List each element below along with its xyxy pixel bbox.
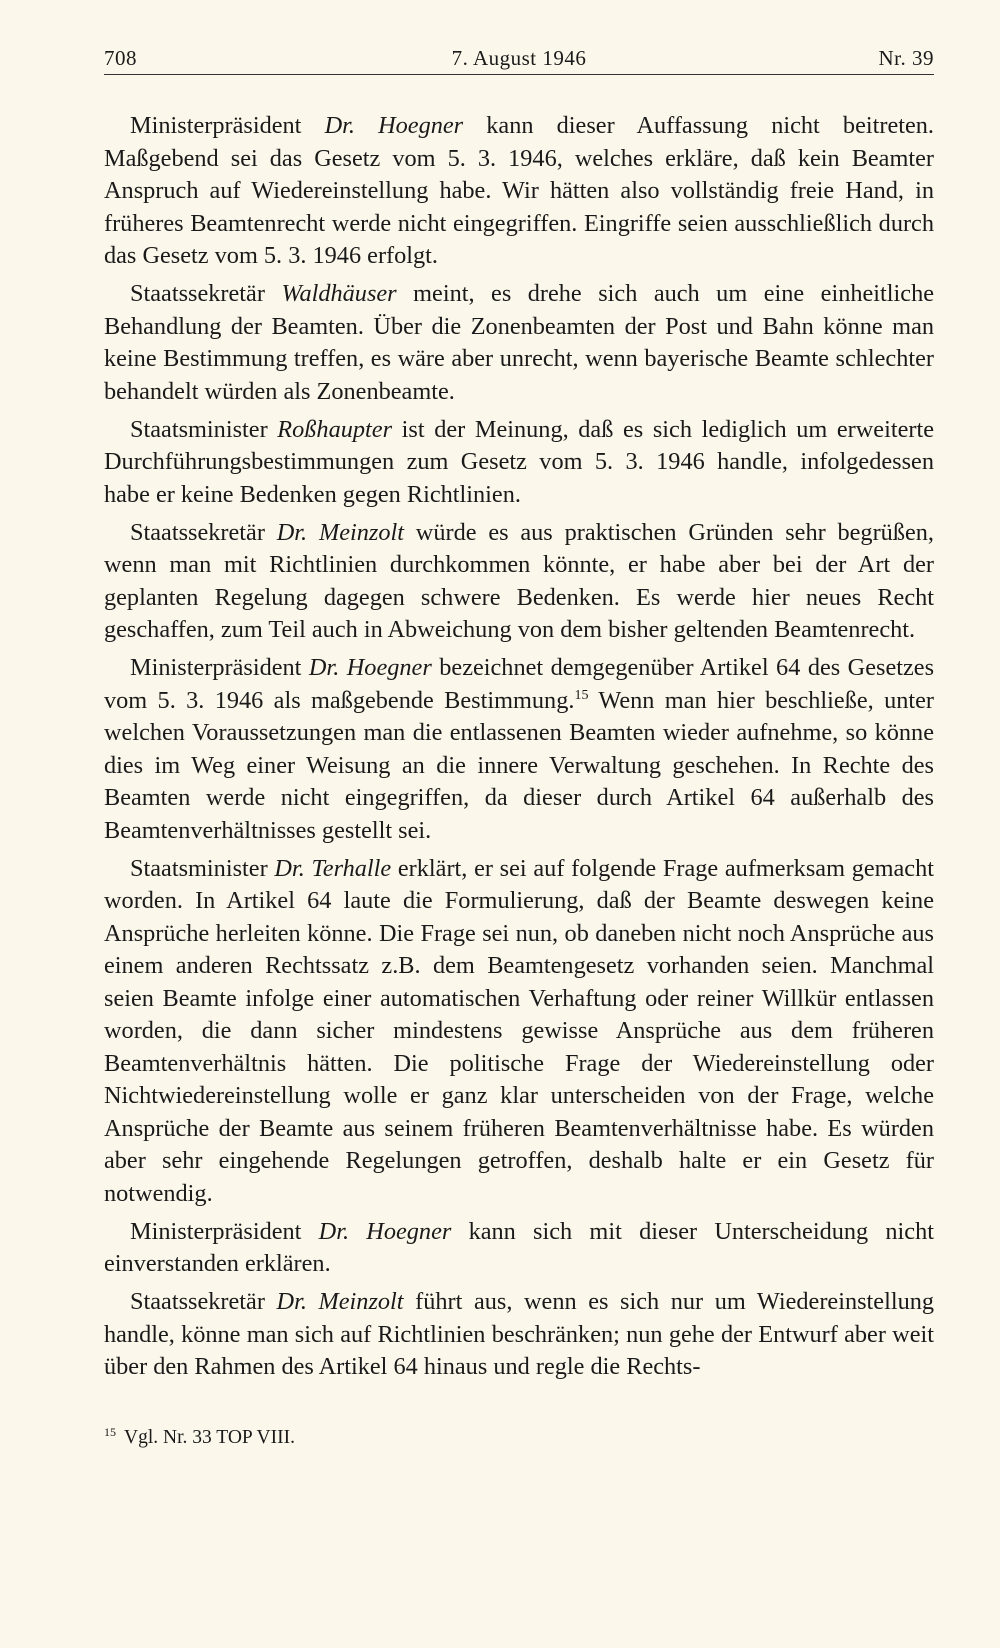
speaker-title: Dr.: [324, 112, 355, 139]
speaker-role: Staatsminister: [130, 415, 268, 443]
paragraph-text: würde es aus praktischen Gründen sehr begrüßen, wenn man mit Richtlinien durchkommen könnte, er habe aber bei der Art der geplanten Regelung dagegen schwere Bedenken. Es werde hier neues Recht geschaffen, zum Teil auch in Abweichung von dem bisher geltenden Beamtenrecht.: [104, 518, 934, 643]
speaker-role: Staatssekretär: [130, 518, 265, 546]
header-rule: [104, 74, 934, 75]
speaker-name: Hoegner: [378, 112, 464, 139]
speaker-title: Dr.: [276, 1288, 307, 1315]
speaker-role: Staatssekretär: [130, 280, 265, 307]
speaker-name: Meinzolt: [318, 518, 404, 546]
paragraph-text: Wenn man hier beschließe, unter welchen Voraussetzungen man die entlassenen Beamten wieder aufnehme, so könne dies im Weg einer Weisung an die innere Verwaltung geschehen. In Rechte des Beamten werde nicht eingegriffen, da dieser durch Artikel 64 außerhalb des Beamtenverhältnisses gestellt sei.: [104, 686, 935, 844]
paragraph-text: kann sich mit dieser Unterscheidung nicht einverstanden erklären.: [104, 1217, 934, 1277]
speaker-name: Terhalle: [311, 854, 392, 882]
paragraph-text: bezeichnet demgegenüber Artikel 64 des Gesetzes vom 5. 3. 1946 als maßgebende Bestimmung.: [104, 654, 935, 714]
speaker-role: Staatsminister: [130, 854, 268, 882]
paragraph-text: kann dieser Auffassung nicht beitreten. Maßgebend sei das Gesetz vom 5. 3. 1946, welches erkläre, daß kein Beamter Anspruch auf Wiedereinstellung habe. Wir hätten also vollständig freie Hand, in früheres Beamtenrecht werde nicht eingegriffen. Eingriffe seien ausschließlich durch das Gesetz vom 5. 3. 1946 erfolgt.: [104, 112, 935, 269]
running-header: [104, 42, 934, 78]
paragraph: [104, 652, 934, 847]
paragraph-text: erklärt, er sei auf folgende Frage aufmerksam gemacht worden. In Artikel 64 laute die Formulierung, daß der Beamte deswegen keine Ansprüche herleiten könne. Die Frage sei nun, ob daneben nicht noch Ansprüche aus einem anderen Rechtssatz z.B. dem Beamtengesetz vorhanden seien. Manchmal seien Beamte infolge einer automatischen Verhaftung oder reiner Willkür entlassen worden, die dann sicher mindestens gewisse Ansprüche aus dem früheren Beamtenverhältnis hätten. Die politische Frage der Wiedereinstellung oder Nichtwiedereinstellung wolle er ganz klar unterscheiden von der Frage, welche Ansprüche der Beamte aus seinem früheren Beamtenverhältnisse habe. Es würden aber sehr eingehende Regelungen getroffen, deshalb halte er ein Gesetz für notwendig.: [104, 854, 934, 1207]
issue-number: Nr. 39: [878, 46, 934, 70]
speaker-name: Hoegner: [346, 654, 432, 681]
speaker-title: Dr.: [274, 854, 305, 882]
paragraph: [104, 278, 934, 408]
footnotes: [104, 1425, 934, 1451]
footnote-ref[interactable]: 15: [574, 687, 589, 703]
paragraph-text: meint, es drehe sich auch um eine einheitliche Behandlung der Beamten. Über die Zonenbeamten der Post und Bahn könne man keine Bestimmung treffen, es wäre aber unrecht, wenn bayerische Beamte schlechter behandelt würden als Zonenbeamte.: [104, 280, 935, 405]
header-date: 7. August 1946: [451, 46, 587, 70]
speaker-name: Hoegner: [366, 1217, 452, 1245]
footnote: [104, 1425, 934, 1451]
speaker-title: Dr.: [308, 654, 340, 681]
speaker-name: Waldhäuser: [281, 280, 397, 307]
paragraph: [104, 414, 934, 512]
speaker-name: Roßhaupter: [277, 415, 393, 443]
footnote-number: 15: [104, 1425, 116, 1439]
page-number: 708: [104, 46, 137, 70]
footnote-text: Vgl. Nr. 33 TOP VIII.: [124, 1427, 295, 1448]
paragraph-text: ist der Meinung, daß es sich lediglich um erweiterte Durchführungsbestimmungen zum Gesetz vom 5. 3. 1946 handle, infolgedessen habe er keine Bedenken gegen Richtlinien.: [104, 415, 934, 508]
speaker-role: Ministerpräsident: [130, 1217, 302, 1245]
speaker-title: Dr.: [276, 518, 308, 546]
paragraph: [104, 1286, 934, 1384]
speaker-title: Dr.: [318, 1217, 350, 1245]
paragraph-text: führt aus, wenn es sich nur um Wiedereinstellung handle, könne man sich auf Richtlinien beschränken; nun gehe der Entwurf aber weit über den Rahmen des Artikel 64 hinaus und regle die Rechts-: [104, 1288, 935, 1380]
speaker-name: Meinzolt: [318, 1288, 404, 1315]
minutes-body: [104, 110, 934, 1389]
paragraph: [104, 853, 934, 1211]
paragraph: [104, 1216, 934, 1281]
paragraph: [104, 110, 934, 273]
speaker-role: Staatssekretär: [130, 1288, 265, 1315]
paragraph: [104, 517, 934, 647]
speaker-role: Ministerpräsident: [130, 654, 302, 681]
speaker-role: Ministerpräsident: [130, 112, 302, 139]
